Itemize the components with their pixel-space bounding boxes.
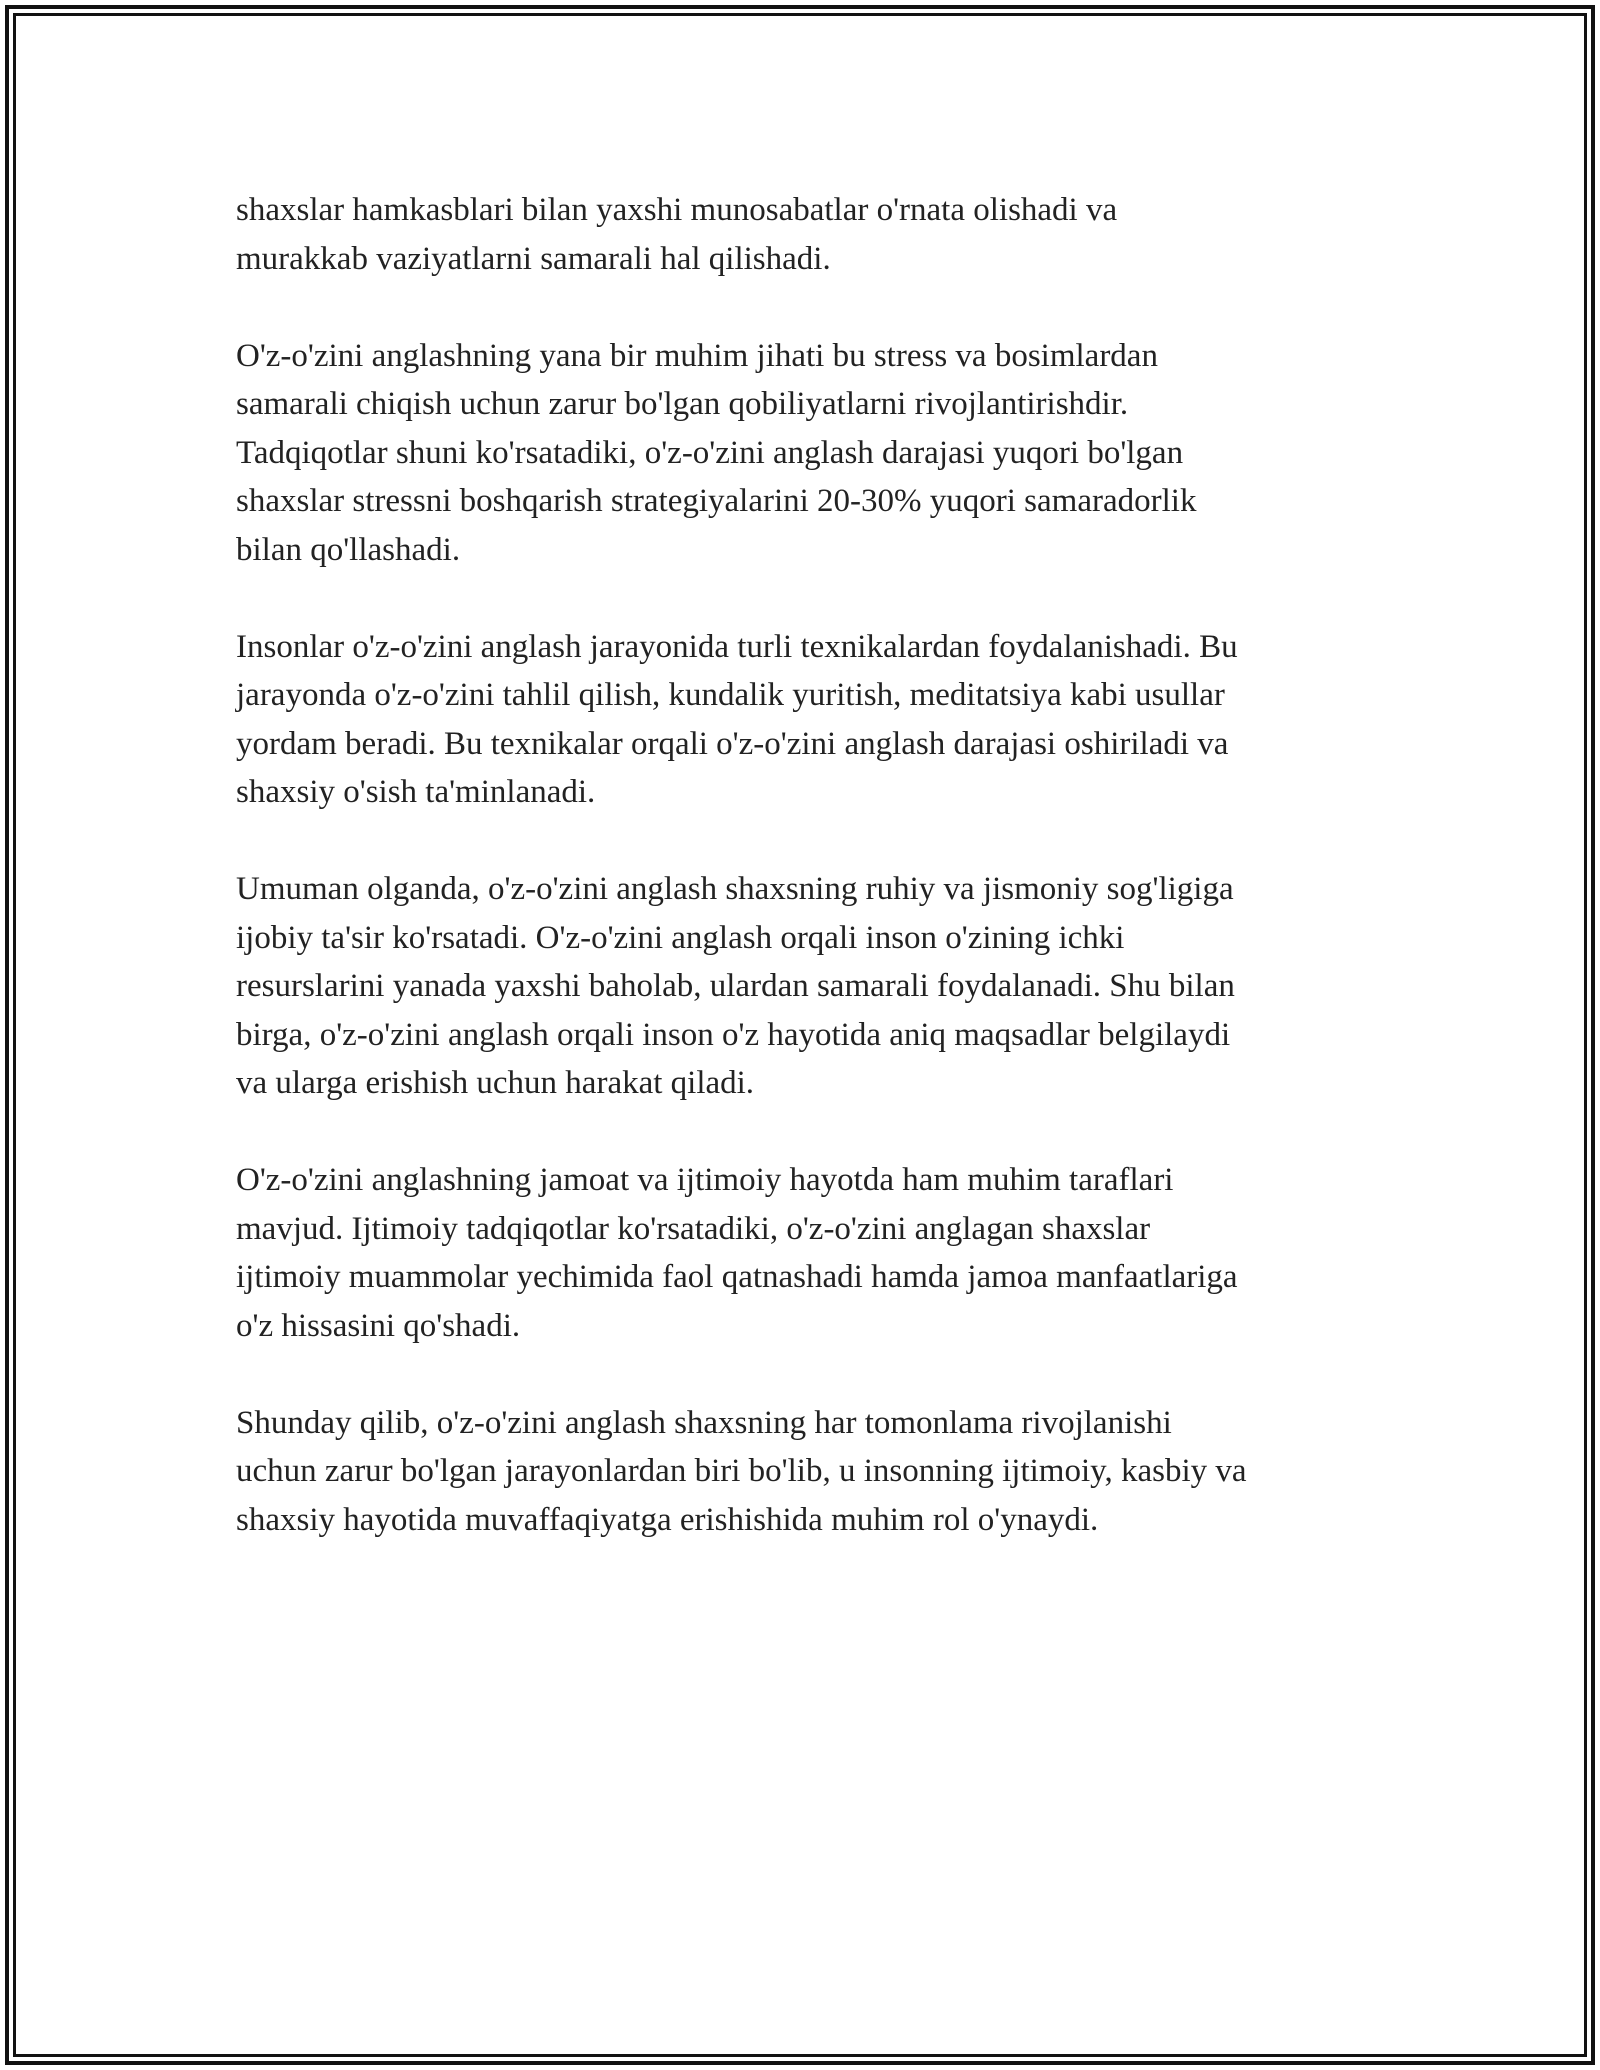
text-line: yordam beradi. Bu texnikalar orqali o'z-o'zini anglash darajasi oshiriladi va <box>236 725 1229 762</box>
text-line: shaxsiy hayotida muvaffaqiyatga erishishida muhim rol o'ynaydi. <box>236 1501 1099 1538</box>
text-line: ijobiy ta'sir ko'rsatadi. O'z-o'zini anglash orqali inson o'zining ichki <box>236 919 1125 956</box>
paragraph <box>236 865 1386 1108</box>
document-body <box>236 186 1386 1593</box>
text-line: shaxslar hamkasblari bilan yaxshi munosabatlar o'rnata olishadi va <box>236 192 1118 228</box>
text-line: O'z-o'zini anglashning jamoat va ijtimoiy hayotda ham muhim taraflari <box>236 1162 1174 1198</box>
text-line: samarali chiqish uchun zarur bo'lgan qobiliyatlarni rivojlantirishdir. <box>236 386 1129 422</box>
text-line: ijtimoiy muammolar yechimida faol qatnashadi hamda jamoa manfaatlariga <box>236 1259 1238 1295</box>
text-line: jarayonda o'z-o'zini tahlil qilish, kundalik yuritish, meditatsiya kabi usullar <box>236 677 1225 713</box>
text-line: shaxsiy o'sish ta'minlanadi. <box>236 774 596 810</box>
paragraph <box>236 623 1386 817</box>
text-line: shaxslar stressni boshqarish strategiyalarini 20-30% yuqori samaradorlik <box>236 483 1197 519</box>
text-line: uchun zarur bo'lgan jarayonlardan biri bo'lib, u insonning ijtimoiy, kasbiy va <box>236 1453 1247 1489</box>
text-line: Tadqiqotlar shuni ko'rsatadiki, o'z-o'zini anglash darajasi yuqori bo'lgan <box>236 434 1184 471</box>
text-line: O'z-o'zini anglashning yana bir muhim jihati bu stress va bosimlardan <box>236 337 1158 374</box>
paragraph <box>236 186 1386 283</box>
paragraph <box>236 1156 1386 1350</box>
paragraph <box>236 1399 1386 1545</box>
text-line: Insonlar o'z-o'zini anglash jarayonida turli texnikalardan foydalanishadi. Bu <box>236 628 1238 665</box>
text-line: resurslarini yanada yaxshi baholab, ulardan samarali foydalanadi. Shu bilan <box>236 968 1235 1004</box>
text-line: Umuman olganda, o'z-o'zini anglash shaxsning ruhiy va jismoniy sog'ligiga <box>236 871 1234 907</box>
text-line: mavjud. Ijtimoiy tadqiqotlar ko'rsatadiki, o'z-o'zini anglagan shaxslar <box>236 1210 1151 1247</box>
text-line: birga, o'z-o'zini anglash orqali inson o'z hayotida aniq maqsadlar belgilaydi <box>236 1016 1231 1053</box>
text-line: bilan qo'llashadi. <box>236 531 461 568</box>
text-line: va ularga erishish uchun harakat qiladi. <box>236 1065 755 1101</box>
paragraph <box>236 332 1386 575</box>
text-line: Shunday qilib, o'z-o'zini anglash shaxsning har tomonlama rivojlanishi <box>236 1404 1172 1441</box>
text-line: o'z hissasini qo'shadi. <box>236 1307 521 1344</box>
text-line: murakkab vaziyatlarni samarali hal qilishadi. <box>236 240 831 277</box>
